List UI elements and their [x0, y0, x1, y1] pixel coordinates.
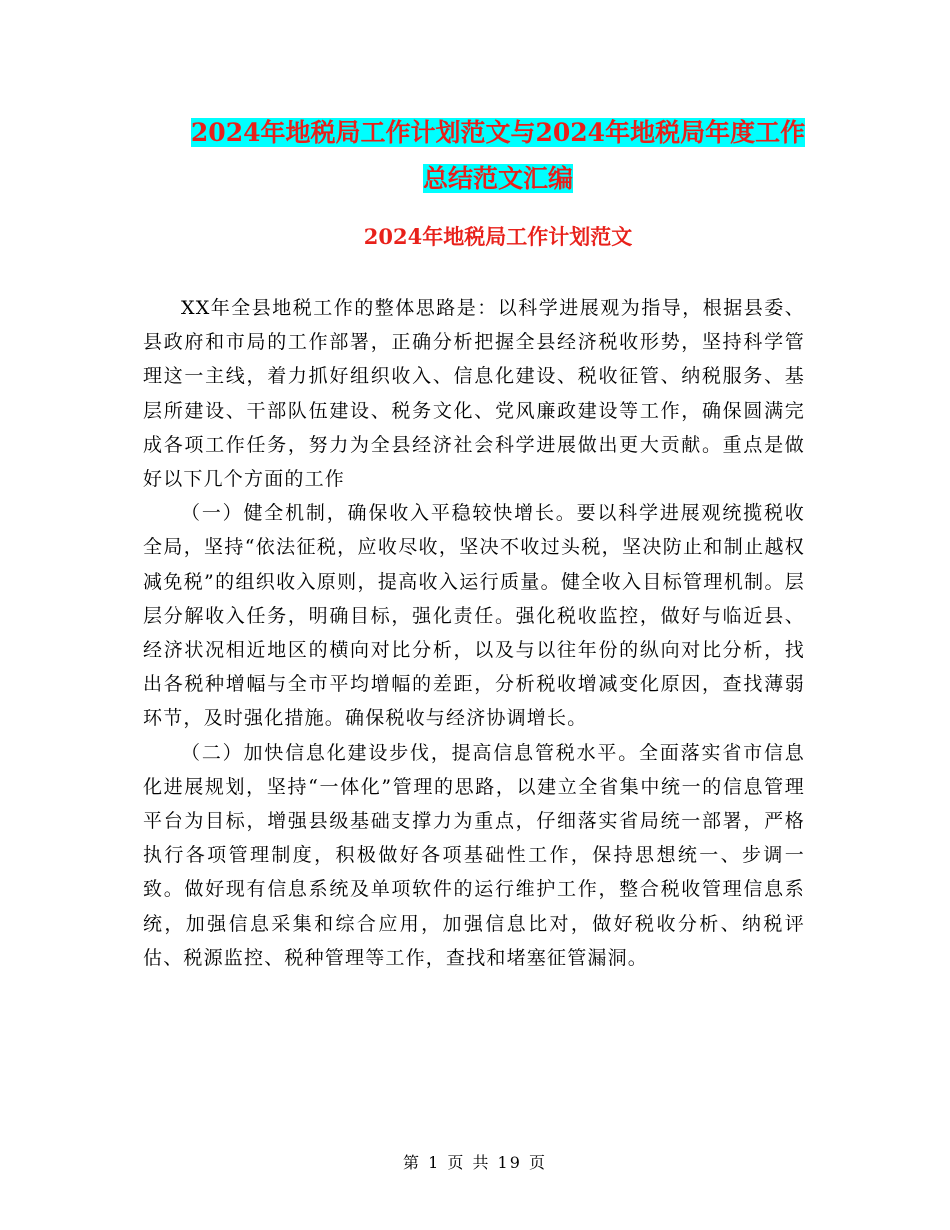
document-title-line2: 总结范文汇编 [422, 164, 573, 193]
paragraph-section-1: （一）健全机制，确保收入平稳较快增长。要以科学进展观统揽税收全局，坚持“依法征税，应收尽收，坚决不收过头税，坚决防止和制止越权减免税”的组织收入原则，提高收入运行质量。健全收入目标管理机制。层层分解收入任务，明确目标，强化责任。强化税收监控，做好与临近县、经济状况相近地区的横向对比分析，以及与以往年份的纵向对比分析，找出各税种增幅与全市平均增幅的差距，分析税收增减变化原因，查找薄弱环节，及时强化措施。确保税收与经济协调增长。 [143, 502, 805, 730]
page-footer: 第 1 页 共 19 页 [403, 1153, 547, 1172]
paragraph-section-2: （二）加快信息化建设步伐，提高信息管税水平。全面落实省市信息化进展规划，坚持“一体化”管理的思路，以建立全省集中统一的信息管理平台为目标，增强县级基础支撑力为重点，仔细落实省局统一部署，严格执行各项管理制度，积极做好各项基础性工作，保持思想统一、步调一致。做好现有信息系统及单项软件的运行维护工作，整合税收管理信息系统，加强信息采集和综合应用，加强信息比对，做好税收分析、纳税评估、税源监控、税种管理等工作，查找和堵塞征管漏洞。 [143, 741, 805, 969]
document-title-line1: 2024年地税局工作计划范文与2024年地税局年度工作 [190, 118, 806, 147]
document-body [143, 291, 805, 975]
document-title [143, 110, 853, 202]
section-title: 2024年地税局工作计划范文 [363, 224, 633, 249]
paragraph-intro: XX年全县地税工作的整体思路是：以科学进展观为指导，根据县委、县政府和市局的工作部署，正确分析把握全县经济税收形势，坚持科学管理这一主线，着力抓好组织收入、信息化建设、税收征管、纳税服务、基层所建设、干部队伍建设、税务文化、党风廉政建设等工作，确保圆满完成各项工作任务，努力为全县经济社会科学进展做出更大贡献。重点是做好以下几个方面的工作 [143, 297, 805, 491]
